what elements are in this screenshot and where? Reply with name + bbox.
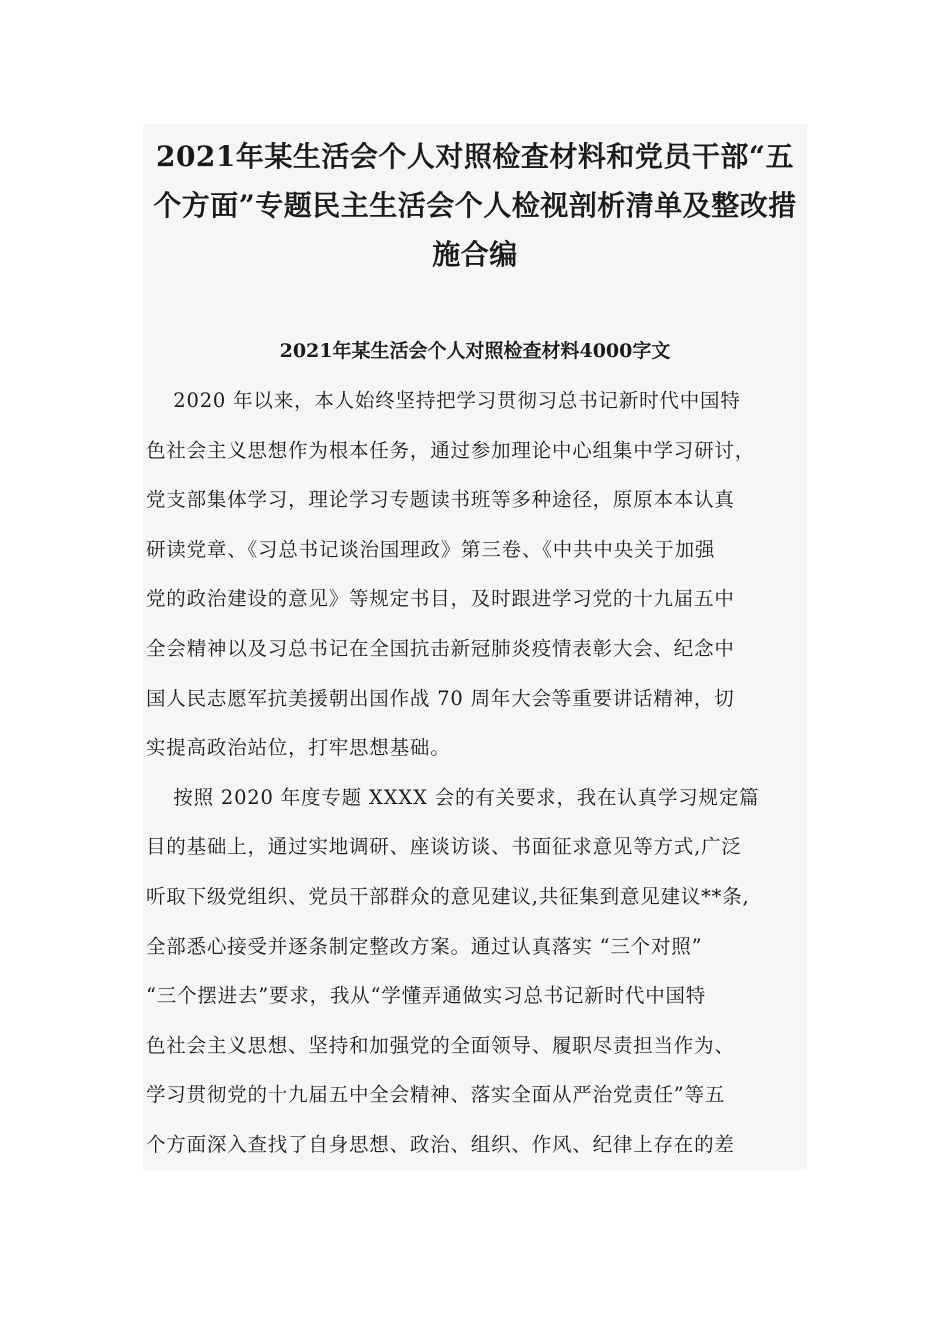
text-line: 党支部集体学习，理论学习专题读书班等多种途径，原原本本认真 [146,488,735,512]
text-line: 听取下级党组织、党员干部群众的意见建议,共征集到意见建议**条, [146,884,750,908]
text-line: 学习贯彻党的十九届五中全会精神、落实全面从严治党责任”等五 [146,1083,726,1107]
text-line: 目的基础上，通过实地调研、座谈访谈、书面征求意见等方式,广泛 [146,835,742,859]
paragraph [146,773,806,1166]
paragraph [146,376,806,773]
text-line: 按照 2020 年度专题 XXXX 会的有关要求，我在认真学习规定篇 [146,785,760,809]
text-line: 研读党章、《习总书记谈治国理政》第三卷、《中共中央关于加强 [146,537,716,561]
text-line: 色社会主义思想作为根本任务，通过参加理论中心组集中学习研讨， [146,438,756,462]
document-body [146,376,806,1166]
document-title [143,132,807,279]
text-line: 个方面深入查找了自身思想、政治、组织、作风、纪律上存在的差 [146,1132,735,1156]
text-line: 国人民志愿军抗美援朝出国作战 70 周年大会等重要讲话精神，切 [146,686,735,710]
text-line: 全会精神以及习总书记在全国抗击新冠肺炎疫情表彰大会、纪念中 [146,636,735,660]
section-heading: 2021年某生活会个人对照检查材料4000字文 [279,340,671,362]
text-line: “三个摆进去”要求，我从“学懂弄通做实习总书记新时代中国特 [146,984,707,1008]
text-line: 2020 年以来，本人始终坚持把学习贯彻习总书记新时代中国特 [146,389,741,412]
title-line: 2021年某生活会个人对照检查材料和党员干部“五 [155,140,795,173]
text-line: 实提高政治站位，打牢思想基础。 [146,736,451,760]
title-line: 施合编 [432,238,518,271]
text-line: 色社会主义思想、坚持和加强党的全面领导、履职尽责担当作为、 [146,1033,735,1057]
text-line: 全部悉心接受并逐条制定整改方案。通过认真落实 “三个对照” [146,934,703,958]
text-line: 党的政治建设的意见》等规定书目，及时跟进学习党的十九届五中 [146,587,735,611]
title-line: 个方面”专题民主生活会个人检视剖析清单及整改措 [153,189,797,222]
